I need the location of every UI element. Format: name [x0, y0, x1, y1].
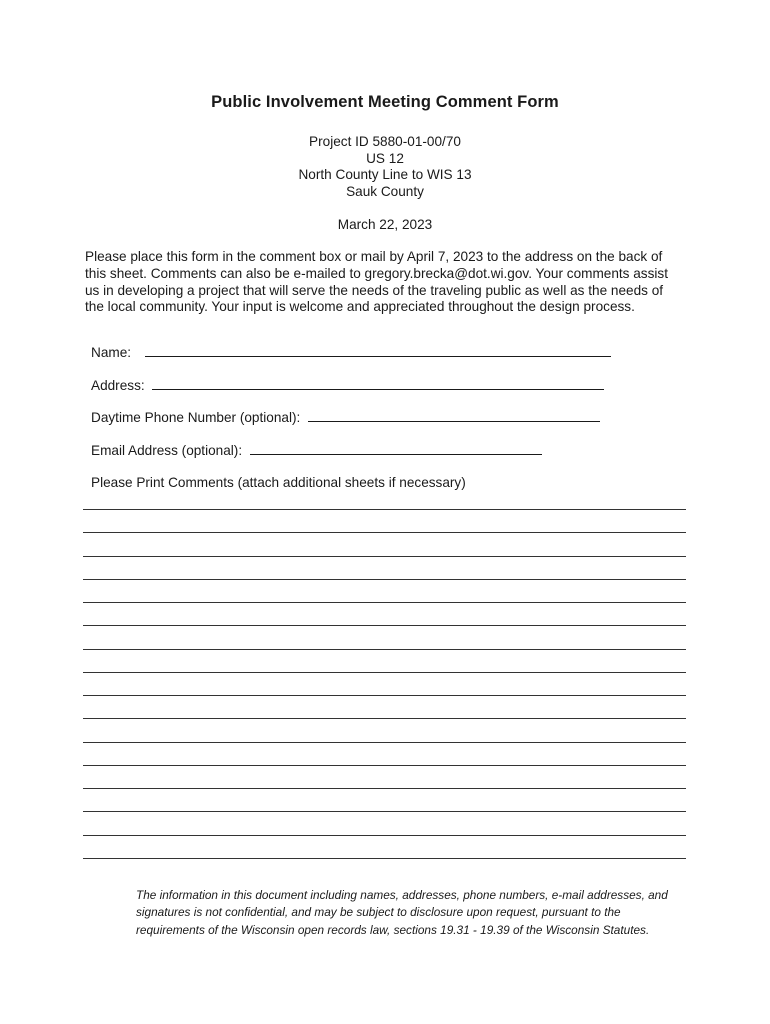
address-label: Address:: [91, 378, 145, 393]
project-segment: North County Line to WIS 13: [298, 167, 472, 182]
email-field[interactable]: [250, 442, 542, 455]
phone-label: Daytime Phone Number (optional):: [91, 410, 301, 425]
address-field[interactable]: [152, 377, 604, 390]
comment-line[interactable]: [83, 811, 686, 812]
county-name: Sauk County: [346, 183, 424, 199]
comment-line[interactable]: [83, 625, 686, 626]
form-title: Public Involvement Meeting Comment Form: [211, 93, 559, 111]
project-id: Project ID 5880-01-00/70: [309, 134, 461, 149]
project-info: [0, 134, 770, 200]
comments-label: Please Print Comments (attach additional sheets if necessary): [91, 475, 466, 490]
comment-line[interactable]: [83, 835, 686, 836]
meeting-date: March 22, 2023: [337, 217, 433, 232]
address-field-row: [91, 377, 604, 393]
email-label: Email Address (optional):: [91, 443, 243, 458]
name-field[interactable]: [145, 344, 611, 357]
highway-name: US 12: [366, 150, 404, 166]
comment-line[interactable]: [83, 649, 686, 650]
comment-line[interactable]: [83, 532, 686, 533]
comment-line[interactable]: [83, 742, 686, 743]
comment-line[interactable]: [83, 672, 686, 673]
comment-line[interactable]: [83, 556, 686, 557]
phone-field-row: [91, 409, 600, 425]
email-field-row: [91, 442, 542, 458]
comment-line[interactable]: [83, 602, 686, 603]
name-field-row: [91, 344, 611, 360]
name-label: Name:: [91, 345, 132, 360]
comment-line[interactable]: [83, 858, 686, 859]
comment-line[interactable]: [83, 765, 686, 766]
comment-line[interactable]: [83, 718, 686, 719]
phone-field[interactable]: [308, 409, 600, 422]
instructions-paragraph: Please place this form in the comment box or mail by April 7, 2023 to the address on the back of this sheet. Comments can also be e-mailed to gregory.brecka@dot.wi.gov. Your comments assist us in developing a project that will serve the needs of the traveling public as well as the needs of the local community. Your input is welcome and appreciated throughout the design process.: [85, 249, 668, 315]
comment-line[interactable]: [83, 579, 686, 580]
disclaimer-text: The information in this document including names, addresses, phone numbers, e-mail addresses, and signatures is not confidential, and may be subject to disclosure upon request, pursuant to the requirements of the Wisconsin open records law, sections 19.31 - 19.39 of the Wisconsin Statutes.: [136, 888, 668, 937]
comment-line[interactable]: [83, 788, 686, 789]
comment-line[interactable]: [83, 695, 686, 696]
comment-line[interactable]: [83, 509, 686, 510]
